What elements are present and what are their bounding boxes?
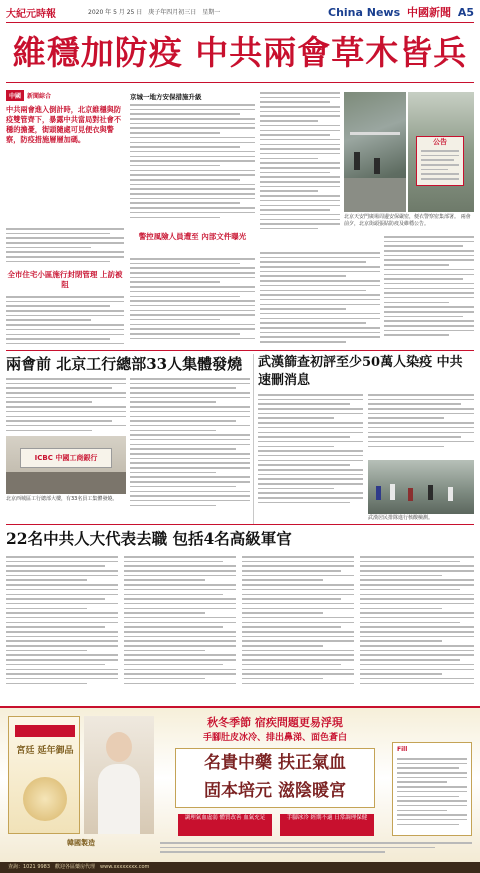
story3-caption: 武漢居民排隊進行核酸檢測。 [368, 515, 434, 521]
issue-date: 2020 年 5 月 25 日 庚子年四月初三日 星期一 [88, 9, 221, 16]
photo1-caption: 北京天安門廣場周邊安保嚴密，便衣警察密集部署。 [344, 214, 460, 220]
lead-body-text [6, 228, 124, 266]
story3-headline: 武漢篩查初評至少50萬人染疫 中共速刪消息 [258, 355, 463, 388]
story2-body-text-2 [130, 378, 250, 518]
story2-body-text [6, 378, 126, 433]
ad-info-box [392, 742, 472, 836]
col3-body-text [260, 92, 340, 242]
photo-icbc-building [6, 436, 126, 494]
photo2-caption: 兩會前夕，北京街頭張貼防疫及維穩公告。 [344, 214, 471, 227]
story4-col3 [242, 556, 354, 698]
lead-summary: 中共兩會進入倒計時，北京維穩與防疫雙管齊下，暴露中共當局對社會不穩的擔憂，街頭隨處可見便衣與警察，防疫措施層層加碼。 [6, 105, 122, 144]
advertisement [0, 706, 480, 864]
newspaper-brand: 大紀元時報 [6, 9, 56, 20]
story4-col4 [360, 556, 474, 698]
lead-body-text-2 [6, 296, 124, 346]
ad-phone-label: Fill [397, 746, 408, 753]
main-headline: 維穩加防疫 中共兩會草木皆兵 [12, 33, 468, 72]
ad-footer-text: 查詢：1021 9983 歡迎各區藥房代理 www.xxxxxxxx.com [8, 864, 150, 870]
notice-board [416, 136, 464, 186]
notice-label: 公告 [433, 138, 447, 146]
icbc-sign: ICBC 中國工商銀行 [34, 454, 98, 462]
story3-body-text-2 [368, 394, 474, 458]
ad-tagline: 秋冬季節 宿疾問題更易浮現 [207, 716, 343, 729]
ad-slogan-box [175, 748, 375, 808]
top-photos-caption [344, 214, 474, 228]
ad-fine-print [160, 842, 472, 858]
lead-subhead: 全市住宅小區施行封閉管理 上訪被阻 [7, 270, 123, 289]
ad-bullet-right: 手腳冰冷 經期不適 日常調理保健 [280, 814, 374, 836]
photo-wuhan-testing [368, 460, 474, 514]
col4-body-text [384, 236, 474, 346]
story4-headline: 22名中共人大代表去職 包括4名高級軍官 [6, 529, 292, 548]
photo-notice-board [408, 92, 474, 212]
product-box [8, 716, 80, 834]
ad-footer [0, 862, 480, 873]
headline-rule [6, 82, 474, 83]
lead-story [6, 90, 126, 145]
story3-body-text [258, 394, 363, 518]
product-origin: 韓國製造 [67, 839, 95, 847]
photo-security-street [344, 92, 406, 212]
col2-subhead-top: 京城一地方安保措施升級 [130, 93, 202, 101]
lead-tag: 中國 [6, 90, 24, 101]
section-rule-1 [6, 350, 474, 351]
col2-subhead-mid: 警控風險人員遭至 內部文件曝光 [138, 232, 247, 241]
ad-slogan-1: 名貴中藥 扶正氣血 [204, 753, 346, 773]
col2-body-text [130, 104, 255, 228]
col3-body-text-2 [260, 252, 380, 347]
masthead [6, 3, 474, 23]
section-rule-2 [6, 524, 474, 525]
section-label-zh: 中國新聞 [406, 6, 451, 19]
column-divider [253, 354, 254, 524]
ad-sub-tagline: 手腳肚皮冰冷、排出鼻涕、面色蒼白 [202, 733, 347, 743]
story2-caption: 北京西城區工行總部大樓，有33名員工集體發燒。 [6, 496, 118, 502]
product-brand: 宮廷 延年御品 [16, 746, 74, 756]
lead-tag-sub: 新聞綜合 [27, 93, 52, 100]
col2-body-text-2 [130, 258, 255, 346]
story4-col2 [124, 556, 236, 698]
section-header [328, 4, 474, 20]
ad-slogan-2: 固本培元 滋陰暖宮 [204, 781, 346, 801]
story2-headline: 兩會前 北京工行總部33人集體發燒 [6, 355, 243, 373]
page-number: A5 [457, 6, 474, 19]
section-label: China News [328, 6, 401, 19]
story4-col1 [6, 556, 118, 698]
ad-bullet-left: 調理氣血虛弱 體質改善 血氣充足 [178, 814, 272, 836]
ad-model-photo [84, 716, 154, 834]
